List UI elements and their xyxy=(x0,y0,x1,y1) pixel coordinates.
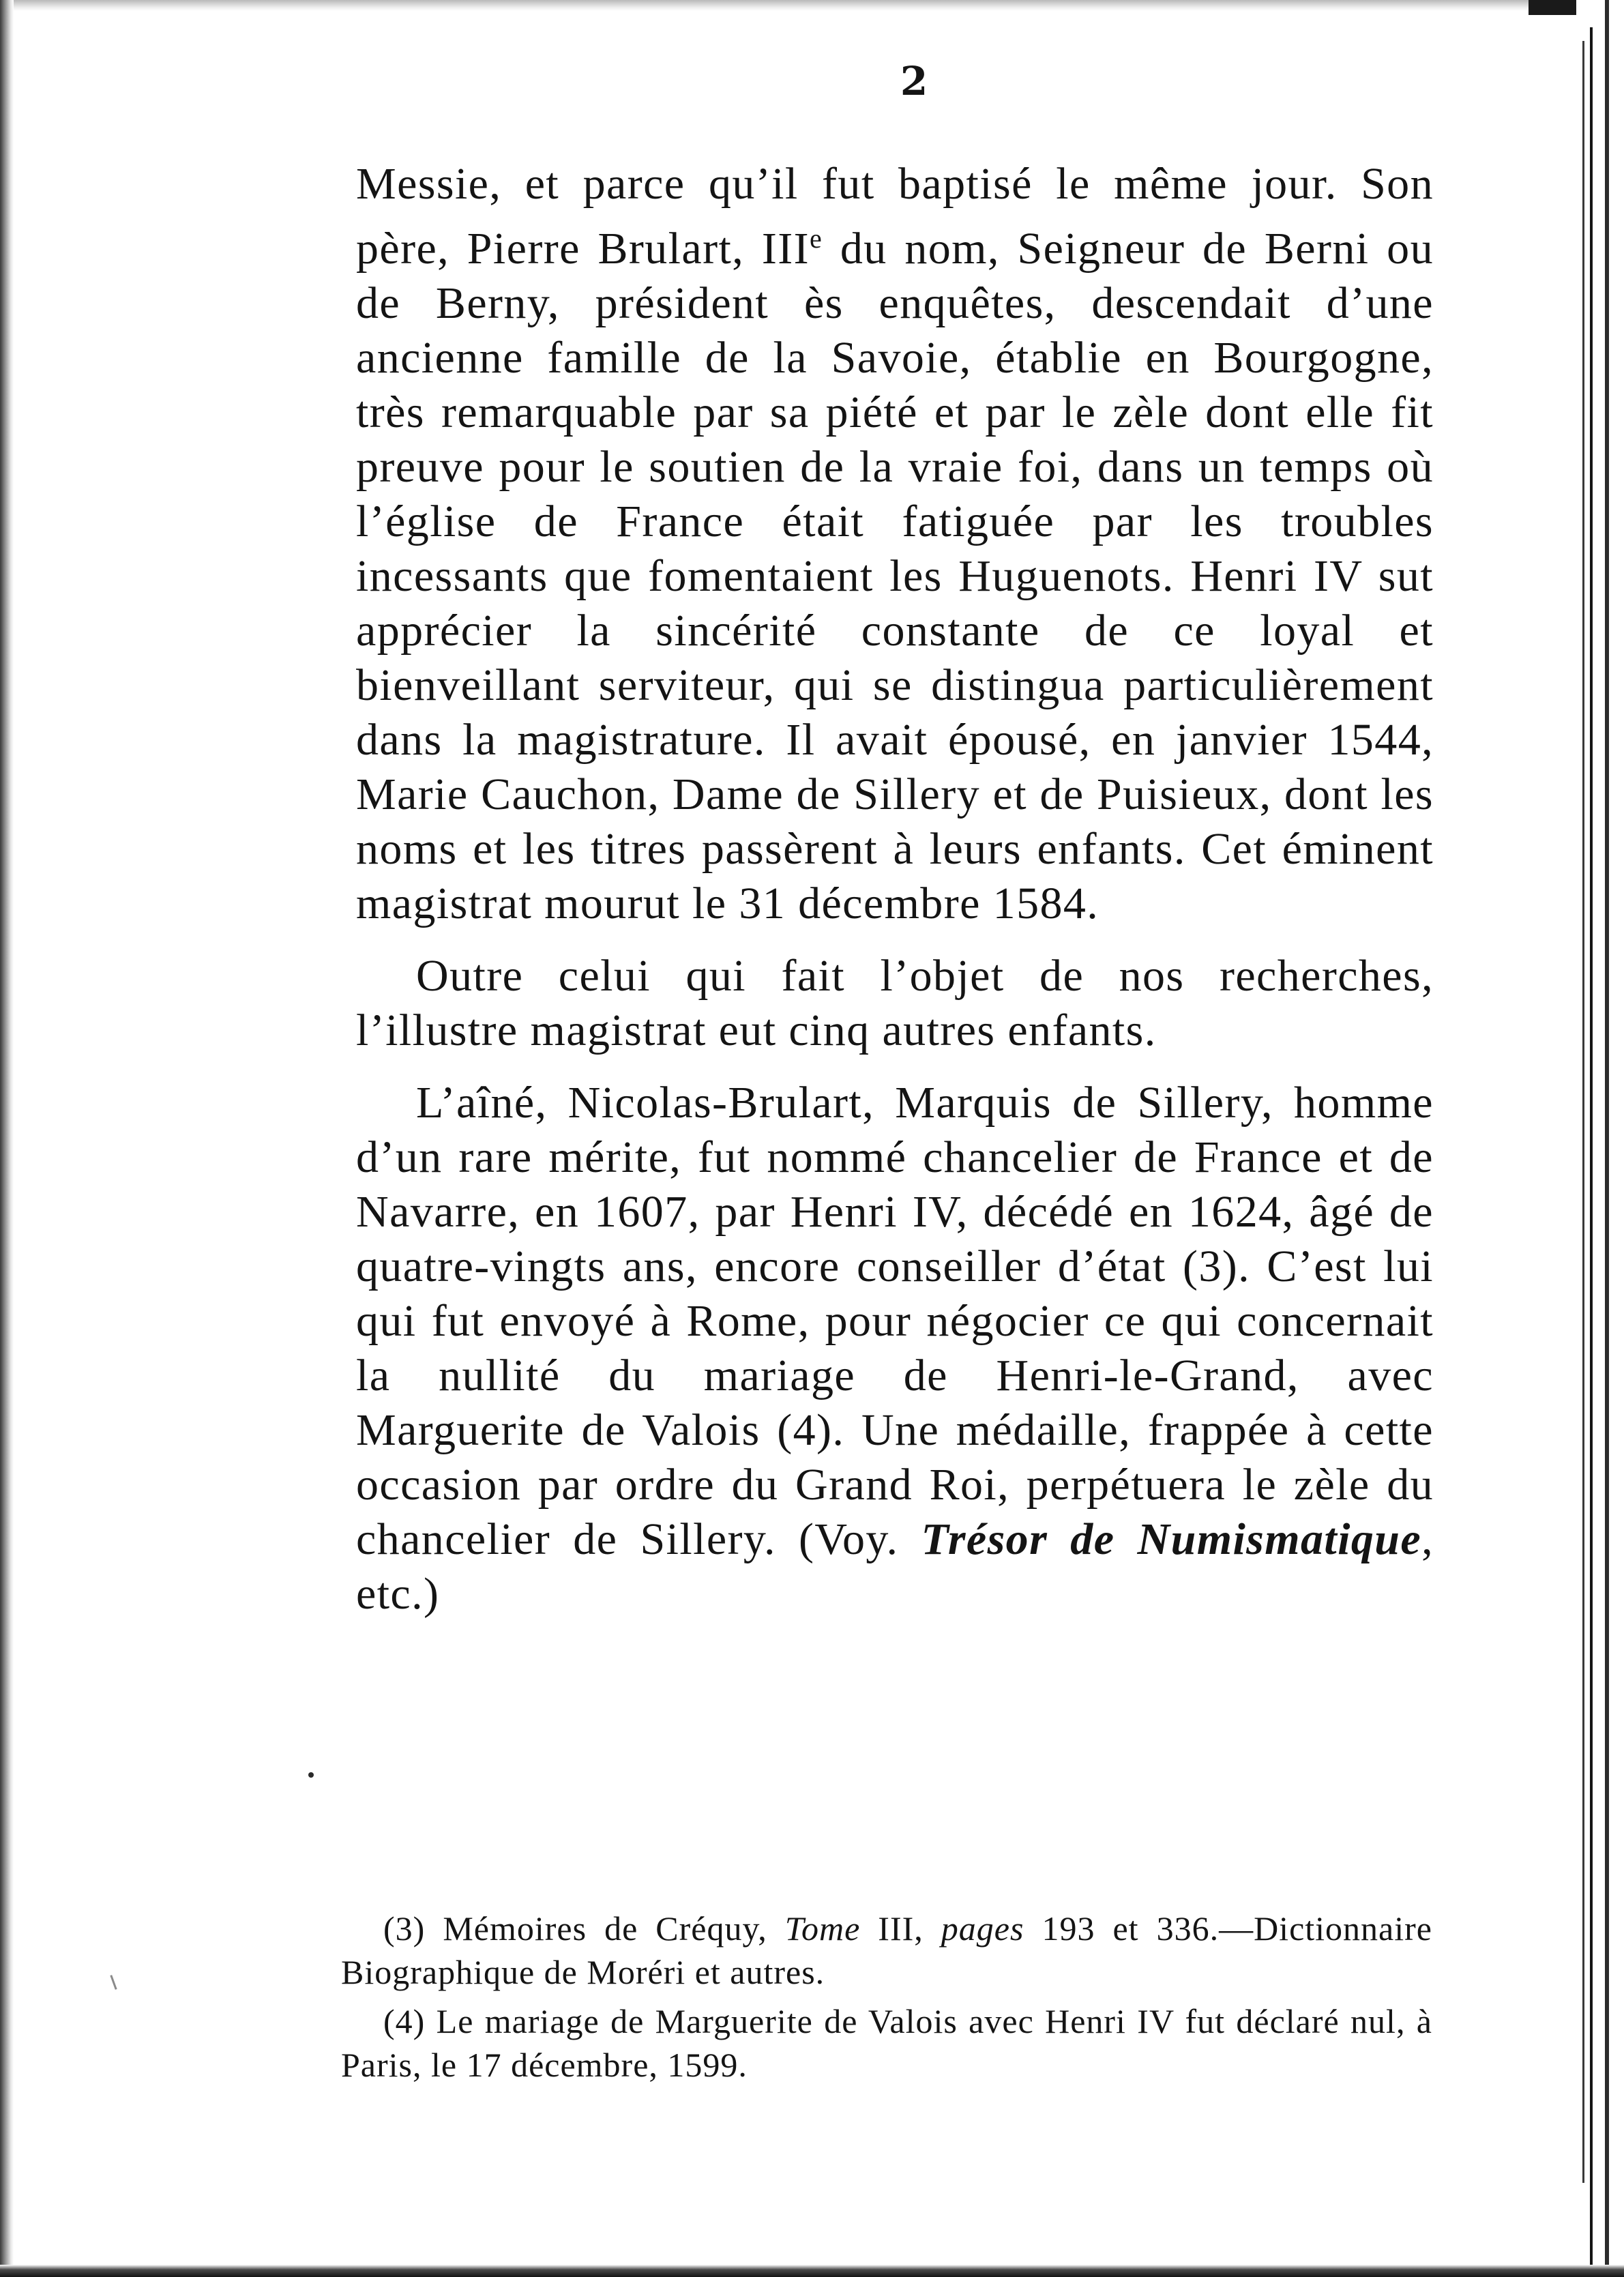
paragraph xyxy=(356,157,1434,931)
text-run: III, xyxy=(860,1909,941,1948)
stray-mark xyxy=(110,1975,117,1990)
scan-top-edge xyxy=(0,0,1624,11)
page-number: 2 xyxy=(900,58,928,104)
scan-right-line xyxy=(1605,0,1609,2277)
text-run: Outre celui qui fait l’objet de nos recherches, l’illustre magistrat eut cinq autres enfants. xyxy=(356,951,1434,1055)
body-text xyxy=(356,157,1434,1621)
scan-right-line xyxy=(1590,27,1593,2265)
text-run: (4) Le mariage de Marguerite de Valois avec Henri IV fut déclaré nul, à Paris, le 17 décembre, 1599. xyxy=(341,2002,1432,2084)
paragraph xyxy=(356,1076,1434,1621)
text-run: 193 et 336.—Dictionnaire Biographique de Moréri et autres. xyxy=(341,1909,1432,1991)
text-run: (3) Mémoires de Créquy, xyxy=(383,1909,785,1948)
scan-bottom-edge xyxy=(0,2265,1624,2277)
footnote xyxy=(341,1907,1432,1994)
text-run: L’aîné, Nicolas-Brulart, Marquis de Sillery, homme d’un rare mérite, fut nommé chancelier de France et de Navarre, en 1607, par Henri IV, décédé en 1624, âgé de quatre-vingts ans, encore conseiller d’état (3). C’est lui qui fut envoyé à Rome, pour négocier ce qui concernait la nullité du mariage de Henri-le-Grand, avec Marguerite de Valois (4). Une médaille, frappée à cette occasion par ordre du Grand Roi, perpétuera le zèle du chancelier de Sillery. (Voy. xyxy=(356,1078,1434,1564)
stray-mark xyxy=(308,1772,314,1778)
footnote xyxy=(341,1999,1432,2087)
paragraph xyxy=(356,949,1434,1058)
italic-word: Tome xyxy=(784,1909,861,1948)
text-run: du nom, Seigneur de Berni ou de Berny, président ès enquêtes, descendait d’une ancienne famille de la Savoie, établie en Bourgogne, très remarquable par sa piété et par le zèle dont elle fit preuve pour le soutien de la vraie foi, dans un temps où l’église de France était fatiguée par les troubles incessants que fomentaient les Huguenots. Henri IV sut apprécier la sincérité constante de ce loyal et bienveillant serviteur, qui se distingua particulièrement dans la magistrature. Il avait épousé, en janvier 1544, Marie Cauchon, Dame de Sillery et de Puisieux, dont les noms et les titres passèrent à leurs enfants. Cet éminent magistrat mourut le 31 décembre 1584. xyxy=(356,224,1434,928)
italic-title: Trésor de Numismatique xyxy=(921,1514,1422,1564)
text-run: Messie, et parce qu’il fut baptisé le même jour. Son père, Pierre Brulart, III xyxy=(356,159,1434,274)
italic-word: pages xyxy=(941,1909,1024,1948)
scan-left-edge xyxy=(0,0,14,2277)
superscript: e xyxy=(809,223,823,254)
footnotes xyxy=(341,1907,1432,2092)
text-run: , etc.) xyxy=(356,1514,1434,1619)
scan-right-line xyxy=(1582,41,1584,2183)
